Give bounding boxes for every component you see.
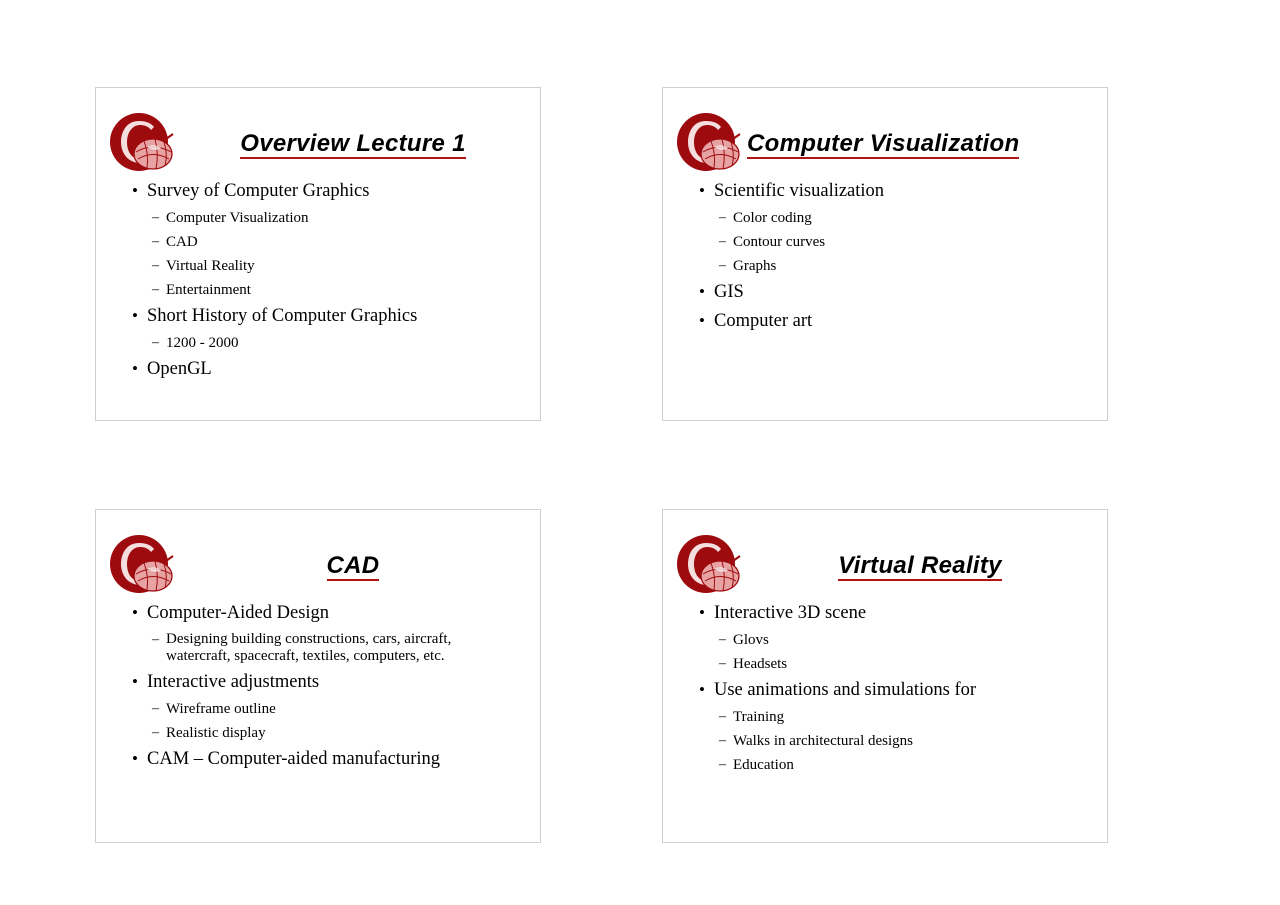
bullet-item: • Computer art <box>699 310 1097 332</box>
bullet-item: • Interactive 3D scene <box>699 602 1097 624</box>
sub-bullet-item: – Headsets <box>699 655 1097 673</box>
slide-body <box>132 180 530 387</box>
slide-title-text: CAD <box>326 552 380 579</box>
slide-title-text: Overview Lecture 1 <box>240 130 466 157</box>
bullet-item: • OpenGL <box>132 358 530 380</box>
bullet-item: • Computer-Aided Design <box>132 602 530 624</box>
sub-bullet-item: – Realistic display <box>132 724 530 742</box>
bullet-item: • Use animations and simulations for <box>699 679 1097 701</box>
slide-title-text: Virtual Reality <box>838 552 1002 579</box>
computer-graphics-logo-icon <box>676 112 742 174</box>
slide-title <box>166 130 540 158</box>
bullet-item: • Short History of Computer Graphics <box>132 305 530 327</box>
slide-title-text: Computer Visualization <box>747 130 1020 157</box>
sub-bullet-item: – Color coding <box>699 209 1097 227</box>
sub-bullet-item: – Education <box>699 756 1097 774</box>
sub-bullet-item: – Graphs <box>699 257 1097 275</box>
bullet-item: • GIS <box>699 281 1097 303</box>
sub-bullet-item: – Computer Visualization <box>132 209 530 227</box>
slide-cad <box>95 509 541 843</box>
bullet-item: • Survey of Computer Graphics <box>132 180 530 202</box>
sub-bullet-item: – Designing building constructions, cars, aircraft, watercraft, spacecraft, textiles, computers, etc. <box>132 631 466 665</box>
slide-title <box>733 552 1107 580</box>
slide-virtual-reality <box>662 509 1108 843</box>
sub-bullet-item: – Contour curves <box>699 233 1097 251</box>
sub-bullet-item: – Wireframe outline <box>132 700 530 718</box>
sub-bullet-item: – 1200 - 2000 <box>132 334 530 352</box>
slide-body <box>132 602 530 777</box>
sub-bullet-item: – CAD <box>132 233 530 251</box>
slide-title <box>166 552 540 580</box>
slide-title <box>747 130 1107 158</box>
bullet-item: • CAM – Computer-aided manufacturing <box>132 748 530 770</box>
slide-body <box>699 180 1097 339</box>
sub-bullet-item: – Walks in architectural designs <box>699 732 1097 750</box>
slide-overview <box>95 87 541 421</box>
sub-bullet-item: – Glovs <box>699 631 1097 649</box>
bullet-item: • Scientific visualization <box>699 180 1097 202</box>
sub-bullet-item: – Entertainment <box>132 281 530 299</box>
slide-visualization <box>662 87 1108 421</box>
sub-bullet-item: – Training <box>699 708 1097 726</box>
slide-body <box>699 602 1097 780</box>
bullet-item: • Interactive adjustments <box>132 671 530 693</box>
sub-bullet-item: – Virtual Reality <box>132 257 530 275</box>
